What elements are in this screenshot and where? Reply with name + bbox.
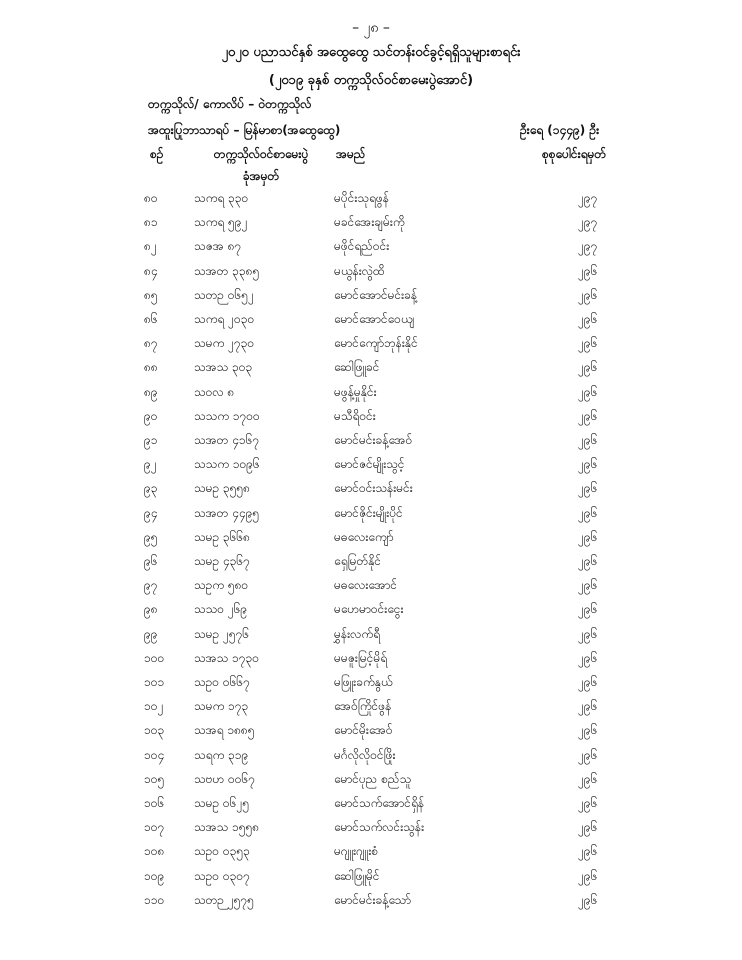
row-mark: ၂၉၆: [578, 602, 598, 617]
row-name: ဆေါဖြူခင်: [334, 360, 380, 375]
row-number: ၈၄: [144, 263, 158, 278]
row-name: မောင်မိုးအေဝ်: [334, 723, 393, 738]
row-name: မောင်မင်းခန့်သော်: [334, 892, 412, 907]
table-row: [0, 747, 742, 771]
row-name: မမဇူးမြင့်မိုရ်: [334, 650, 388, 665]
row-number: ၉၃: [144, 481, 158, 496]
row-number: ၁၁၀: [144, 892, 165, 907]
row-name: မောင်ကျော်ဘုန်းနိုင်: [334, 336, 418, 351]
row-number: ၁၀၅: [144, 771, 165, 786]
row-name: မောင်မင်းခန့်အေဝ်: [334, 433, 413, 447]
row-number: ၉၁: [144, 433, 158, 447]
row-name: မခင်အေးချမ်းကို: [334, 215, 405, 230]
table-row: [0, 335, 742, 359]
row-number: ၉၆: [144, 554, 158, 568]
row-mark: ၂၉၆: [578, 723, 598, 738]
row-mark: ၂၉၆: [578, 868, 598, 883]
row-number: ၁၀၂: [144, 699, 164, 714]
header-name: အမည်: [336, 147, 366, 161]
row-mark: ၂၉၆: [578, 554, 598, 568]
row-number: ၉၄: [144, 505, 158, 520]
row-seat-code: သမဥ ၂၅၇၆: [194, 626, 250, 641]
row-seat-code: သဥ၀ ၀၆၆၇: [194, 675, 250, 689]
page-number: – ၂၈ –: [352, 20, 390, 36]
row-mark: ၂၉၆: [578, 892, 598, 907]
row-name: မောင်သက်လင်းသွန်း: [334, 820, 425, 835]
row-mark: ၂၉၆: [578, 360, 598, 375]
row-mark: ၂၉၆: [578, 384, 598, 399]
row-seat-code: သအတ ၄၁၆၇: [194, 433, 260, 447]
row-name: မဂျူးဂျူးစံ: [334, 844, 379, 859]
row-seat-code: သအသ ၁၅၅၈: [194, 820, 260, 835]
row-seat-code: သမဥ ၄၃၆၇: [194, 554, 250, 568]
row-seat-code: သတဉ ၀၆၅၂: [194, 287, 254, 302]
row-number: ၈၀: [144, 191, 158, 205]
row-mark: ၂၉၆: [578, 771, 598, 786]
table-row: [0, 384, 742, 408]
table-row: [0, 238, 742, 262]
table-row: [0, 674, 742, 698]
document-title: ၂၀၂၀ ပညာသင်နှစ် အထွေထွေ သင်တန်းဝင်ခွင့်ရရှိသူများစာရင်း: [221, 45, 521, 60]
row-name: မပိုင်းသုရဖွန်: [334, 191, 389, 205]
row-seat-code: သမက ၂၇၃၀: [194, 336, 255, 351]
row-name: မဖွန့်မှုနိုင်း: [334, 384, 377, 399]
table-row: [0, 577, 742, 601]
row-seat-code: သအသ ၃၀၃: [194, 360, 253, 375]
document-subtitle: (၂၀၁၉ ခုနှစ် တက္ကသိုလ်ဝင်စာမေးပွဲအောင်): [268, 73, 474, 88]
row-name: မယွန်းလွဲထိ: [334, 263, 385, 278]
table-row: [0, 892, 742, 916]
row-mark: ၂၉၆: [578, 336, 598, 351]
row-name: မင်္ဂလိုလိုဝင်ဖြိုး: [334, 747, 396, 762]
row-number: ၈၅: [144, 287, 158, 302]
row-mark: ၂၉၆: [578, 312, 598, 326]
row-number: ၁၀၈: [144, 844, 165, 859]
row-mark: ၂၉၆: [578, 263, 598, 278]
row-name: မဖြူးခက်နွယ်: [334, 675, 393, 689]
table-row: [0, 601, 742, 625]
table-row: [0, 359, 742, 383]
row-mark: ၂၉၆: [578, 626, 598, 641]
row-name: မဓလေးကျော်: [334, 529, 394, 544]
row-name: ရှေမြတ်နိုင်: [334, 554, 382, 568]
header-code: တက္ကသိုလ်ဝင်စာမေးပွဲ: [213, 147, 309, 161]
table-row: [0, 432, 742, 456]
university-line: တက္ကသိုလ်/ ကောလိပ် – ဝဲတက္ကသိုလ်: [148, 97, 312, 111]
row-mark: ၂၉၆: [578, 650, 598, 665]
row-name: မွှန်းလက်ရီ: [334, 626, 380, 641]
table-row: [0, 843, 742, 867]
row-seat-code: သမက ၁၇၃: [194, 699, 249, 714]
header-code-line2: ခုံအမှတ်: [242, 169, 280, 183]
row-mark: ၂၉၆: [578, 820, 598, 835]
row-name: အေဝ်ကြိုင်ဖွန်: [334, 699, 392, 714]
row-number: ၉၇: [144, 578, 158, 593]
row-seat-code: သဗဟ ၀၀၆၇: [194, 771, 256, 786]
row-seat-code: သအတ ၃၃၈၅: [194, 263, 260, 278]
row-number: ၉၂: [144, 457, 157, 472]
table-row: [0, 795, 742, 819]
row-mark: ၂၉၆: [578, 675, 598, 689]
row-mark: ၂၉၆: [578, 433, 598, 447]
table-row: [0, 626, 742, 650]
row-number: ၉၉: [144, 626, 158, 641]
row-name: မဓလေးအောင်: [334, 578, 398, 593]
row-seat-code: သသ၀ ၂၆၉: [194, 602, 248, 617]
row-seat-code: သအသ ၁၇၃၀: [194, 650, 260, 665]
row-name: မောင်ဇိုင်းမျိုးပိုင်: [334, 505, 403, 520]
table-row: [0, 819, 742, 843]
row-mark: ၂၉၆: [578, 408, 598, 423]
table-row: [0, 868, 742, 892]
row-name: မောင်အောင်မင်းခန့်: [334, 287, 418, 302]
table-row: [0, 263, 742, 287]
table-row: [0, 505, 742, 529]
row-seat-code: သဇအ ၈၇: [194, 239, 242, 254]
row-seat-code: သဥ၀ ၀၃၀၇: [194, 868, 250, 883]
row-mark: ၂၉၆: [578, 747, 598, 762]
header-mark: စုစုပေါင်းရမှတ်: [542, 147, 607, 161]
table-row: [0, 408, 742, 432]
row-mark: ၂၉၆: [578, 844, 598, 859]
row-mark: ၂၉၇: [578, 239, 598, 254]
table-row: [0, 722, 742, 746]
row-number: ၁၀၉: [144, 868, 165, 883]
row-number: ၈၉: [144, 384, 158, 399]
row-mark: ၂၉၆: [578, 796, 598, 810]
row-seat-code: သဥ၀ ၀၃၅၃: [194, 844, 250, 859]
row-mark: ၂၉၆: [578, 457, 598, 472]
row-number: ၁၀၃: [144, 723, 165, 738]
row-seat-code: သအတ ၄၄၉၅: [194, 505, 260, 520]
table-row: [0, 214, 742, 238]
row-mark: ၂၉၆: [578, 699, 598, 714]
row-mark: ၂၉၆: [578, 529, 598, 544]
row-number: ၁၀၄: [144, 747, 165, 762]
row-seat-code: သမဥ ၃၅၅၈: [194, 481, 251, 496]
row-name: မဖိုင်ရည်ဝင်း: [334, 239, 390, 254]
row-number: ၁၀၇: [144, 820, 165, 835]
row-seat-code: သကရ ၂၀၃၀: [194, 312, 255, 326]
row-seat-code: သတဉ ၂၅၇၅: [194, 892, 254, 907]
subject-line: အထူးပြုဘာသာရပ် – မြန်မာစာ(အထွေထွေ): [148, 123, 341, 137]
row-seat-code: သသက ၁၀၉၆: [194, 457, 260, 472]
row-seat-code: သသက ၁၇၀၀: [194, 408, 260, 423]
row-number: ၁၀၆: [144, 796, 165, 810]
row-number: ၈၆: [144, 312, 158, 326]
row-number: ၉၅: [144, 529, 158, 544]
row-name: မောင်ဇင်မျိုးသွင့်: [334, 457, 405, 472]
total-count: ဦးရေ (၁၄၄၉) ဦး: [520, 123, 600, 137]
table-row: [0, 553, 742, 577]
table-row: [0, 456, 742, 480]
row-mark: ၂၉၆: [578, 287, 598, 302]
row-number: ၉၀: [144, 408, 158, 423]
row-seat-code: သကရ ၅၉၂: [194, 215, 248, 230]
row-number: ၈၈: [144, 360, 158, 375]
row-name: ဆေါဖြူမိုင်: [334, 868, 380, 883]
row-name: မောင်သက်အောင်ရှိန်: [334, 796, 425, 810]
table-row: [0, 650, 742, 674]
row-name: မောင်ဝင်းသန်းမင်း: [334, 481, 413, 496]
row-number: ၈၇: [144, 336, 158, 351]
table-row: [0, 771, 742, 795]
row-name: မဟေမာဝင်းငွေး: [334, 602, 404, 617]
header-no: စဉ်: [150, 147, 164, 161]
row-mark: ၂၉၆: [578, 481, 598, 496]
row-mark: ၂၉၇: [578, 191, 598, 205]
row-seat-code: သမဥ ၃၆၆၈: [194, 529, 251, 544]
table-row: [0, 529, 742, 553]
row-number: ၁၀၁: [144, 675, 165, 689]
row-seat-code: သအရ ၁၈၈၅: [194, 723, 255, 738]
row-seat-code: သရက ၃၁၉: [194, 747, 249, 762]
row-mark: ၂၉၆: [578, 505, 598, 520]
row-mark: ၂၉၆: [578, 578, 598, 593]
row-name: မောင်အောင်ဝေယျ: [334, 312, 415, 326]
row-name: မောင်ပုည စည်သူ: [334, 771, 412, 786]
row-seat-code: သမဥ ၀၆၂၅: [194, 796, 250, 810]
row-seat-code: သဝလ ၈: [194, 384, 235, 399]
row-seat-code: သဥက ၅၈၀: [194, 578, 249, 593]
row-seat-code: သကရ ၃၃၀: [194, 191, 249, 205]
row-number: ၈၁: [144, 215, 158, 230]
row-number: ၁၀၀: [144, 650, 165, 665]
table-row: [0, 311, 742, 335]
table-row: [0, 190, 742, 214]
row-number: ၉၈: [144, 602, 158, 617]
table-row: [0, 698, 742, 722]
row-name: မသီရိဝင်း: [334, 408, 376, 423]
table-row: [0, 287, 742, 311]
row-number: ၈၂: [144, 239, 157, 254]
row-mark: ၂၉၇: [578, 215, 598, 230]
table-row: [0, 480, 742, 504]
